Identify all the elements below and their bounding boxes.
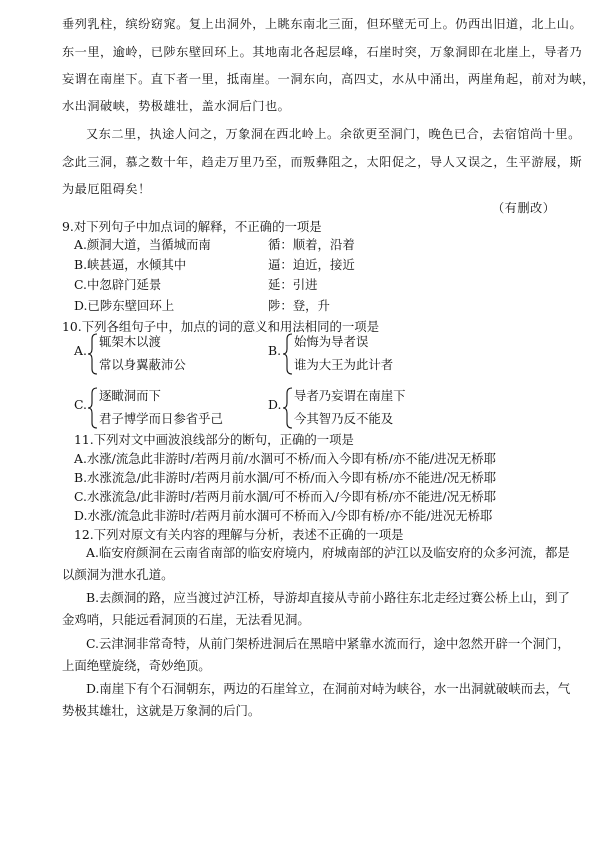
passage-line: 为最厄阻碍矣！ [62,182,151,196]
brace-icon [283,387,293,429]
q11-option-b: B.水涨流急/此非游时/若两月前水涸/可不桥/而入今即有桥/亦不能进/况无桥耶 [74,470,497,485]
q10-letter-c: C. [74,397,87,412]
q10-d-bottom: 今其智乃反不能及 [294,411,394,426]
question-11-stem: 11.下列对文中画波浪线部分的断句，正确的一项是 [74,432,354,447]
q12-option-d-line1: D.南崖下有个石洞朝东，两边的石崖耸立，在洞前对峙为峡谷，水一出洞就破峡而去，气 [86,681,571,696]
brace-icon [88,333,98,375]
q11-option-c: C.水涨流急/此非游时/若两月前水涸/可不桥而入/今即有桥/亦不能进/况无桥耶 [74,489,497,504]
brace-icon [88,387,98,429]
q12-option-c-line1: C.云津洞非常奇特，从前门架桥进洞后在黑暗中紧靠水流而行，途中忽然开辟一个洞门， [86,636,570,651]
q12-option-c-line2: 上面绝壁旋绕，奇妙绝顶。 [62,658,211,673]
q10-c-bottom: 君子博学而日参省乎己 [99,411,223,426]
q9-gloss-a: 循：顺着，沿着 [268,237,355,252]
passage-line: 念此三洞，慕之数十年，趋走万里乃至，而叛彝阻之，太阳促之，导人又误之，生平游屐，斯 [62,155,583,169]
q10-c-top: 逐瞰洞而下 [99,388,161,403]
q10-letter-a: A. [74,343,87,358]
q9-option-b: B.峡甚逼，水倾其中 [74,257,187,272]
q9-gloss-c: 延：引进 [268,277,318,292]
q10-d-top: 导者乃妄谓在南崖下 [294,388,406,403]
passage-line: 又东二里，执途人问之，万象洞在西北岭上。余欲更至洞门，晚色已合，去宿馆尚十里。 [86,127,581,141]
question-10-stem: 10.下列各组句子中，加点的词的意义和用法相同的一项是 [62,319,380,334]
passage-line: 东一里，逾岭，已陟东壁回环上。其地南北各起层峰，石崖时突，万象洞即在北崖上，导者乃 [62,45,583,59]
q12-option-b-line1: B.去颜洞的路，应当渡过泸江桥，导游却直接从寺前小路往东北走经过赛公桥上山，到了 [86,590,570,605]
q12-option-a-line2: 以颜洞为泄水孔道。 [62,567,174,582]
q10-b-bottom: 谁为大王为此计者 [294,357,394,372]
q10-letter-d: D. [268,397,282,412]
source-note: （有删改） [492,201,556,215]
q12-option-d-line2: 势极其雄壮，这就是万象洞的后门。 [62,703,261,718]
q10-b-top: 始悔为导者误 [294,334,369,349]
passage-line: 水出洞破峡，势极雄壮，盖水洞后门也。 [62,99,291,113]
q10-a-bottom: 常以身翼蔽沛公 [99,357,186,372]
q9-option-d: D.已陟东壁回环上 [74,298,175,313]
passage-line: 妄谓在南崖下。直下者一里，抵南崖。一洞东向，高四丈，水从中涌出，两崖角起，前对为峡， [62,72,595,86]
q10-a-top: 辄架木以渡 [99,334,161,349]
q9-option-c: C.中忽辟门延景 [74,277,162,292]
q9-gloss-b: 逼：迫近，接近 [268,257,355,272]
question-12-stem: 12.下列对原文有关内容的理解与分析，表述不正确的一项是 [74,527,404,542]
q9-option-a: A.颜洞大道，当循城而南 [74,237,211,252]
q12-option-a-line1: A.临安府颜洞在云南省南部的临安府境内，府城南部的泸江以及临安府的众多河流，都是 [86,545,570,560]
q12-option-b-line2: 金鸡哨，只能远看洞顶的石崖，无法看见洞。 [62,612,310,627]
q11-option-a: A.水涨/流急此非游时/若两月前/水涸可不桥/而入今即有桥/亦不能/进况无桥耶 [74,451,497,466]
q9-gloss-d: 陟：登，升 [268,298,330,313]
passage-line: 垂列乳柱，缤纷窈窕。复上出洞外，上眺东南北三面，但环壁无可上。仍西出旧道，北上山。 [62,17,583,31]
q11-option-d: D.水涨/流急此非游时/若两月前水涸可不桥而入/今即有桥/亦不能/进况无桥耶 [74,508,493,523]
brace-icon [283,333,293,375]
q10-letter-b: B. [268,343,282,358]
question-9-stem: 9.对下列句子中加点词的解释，不正确的一项是 [62,219,322,234]
